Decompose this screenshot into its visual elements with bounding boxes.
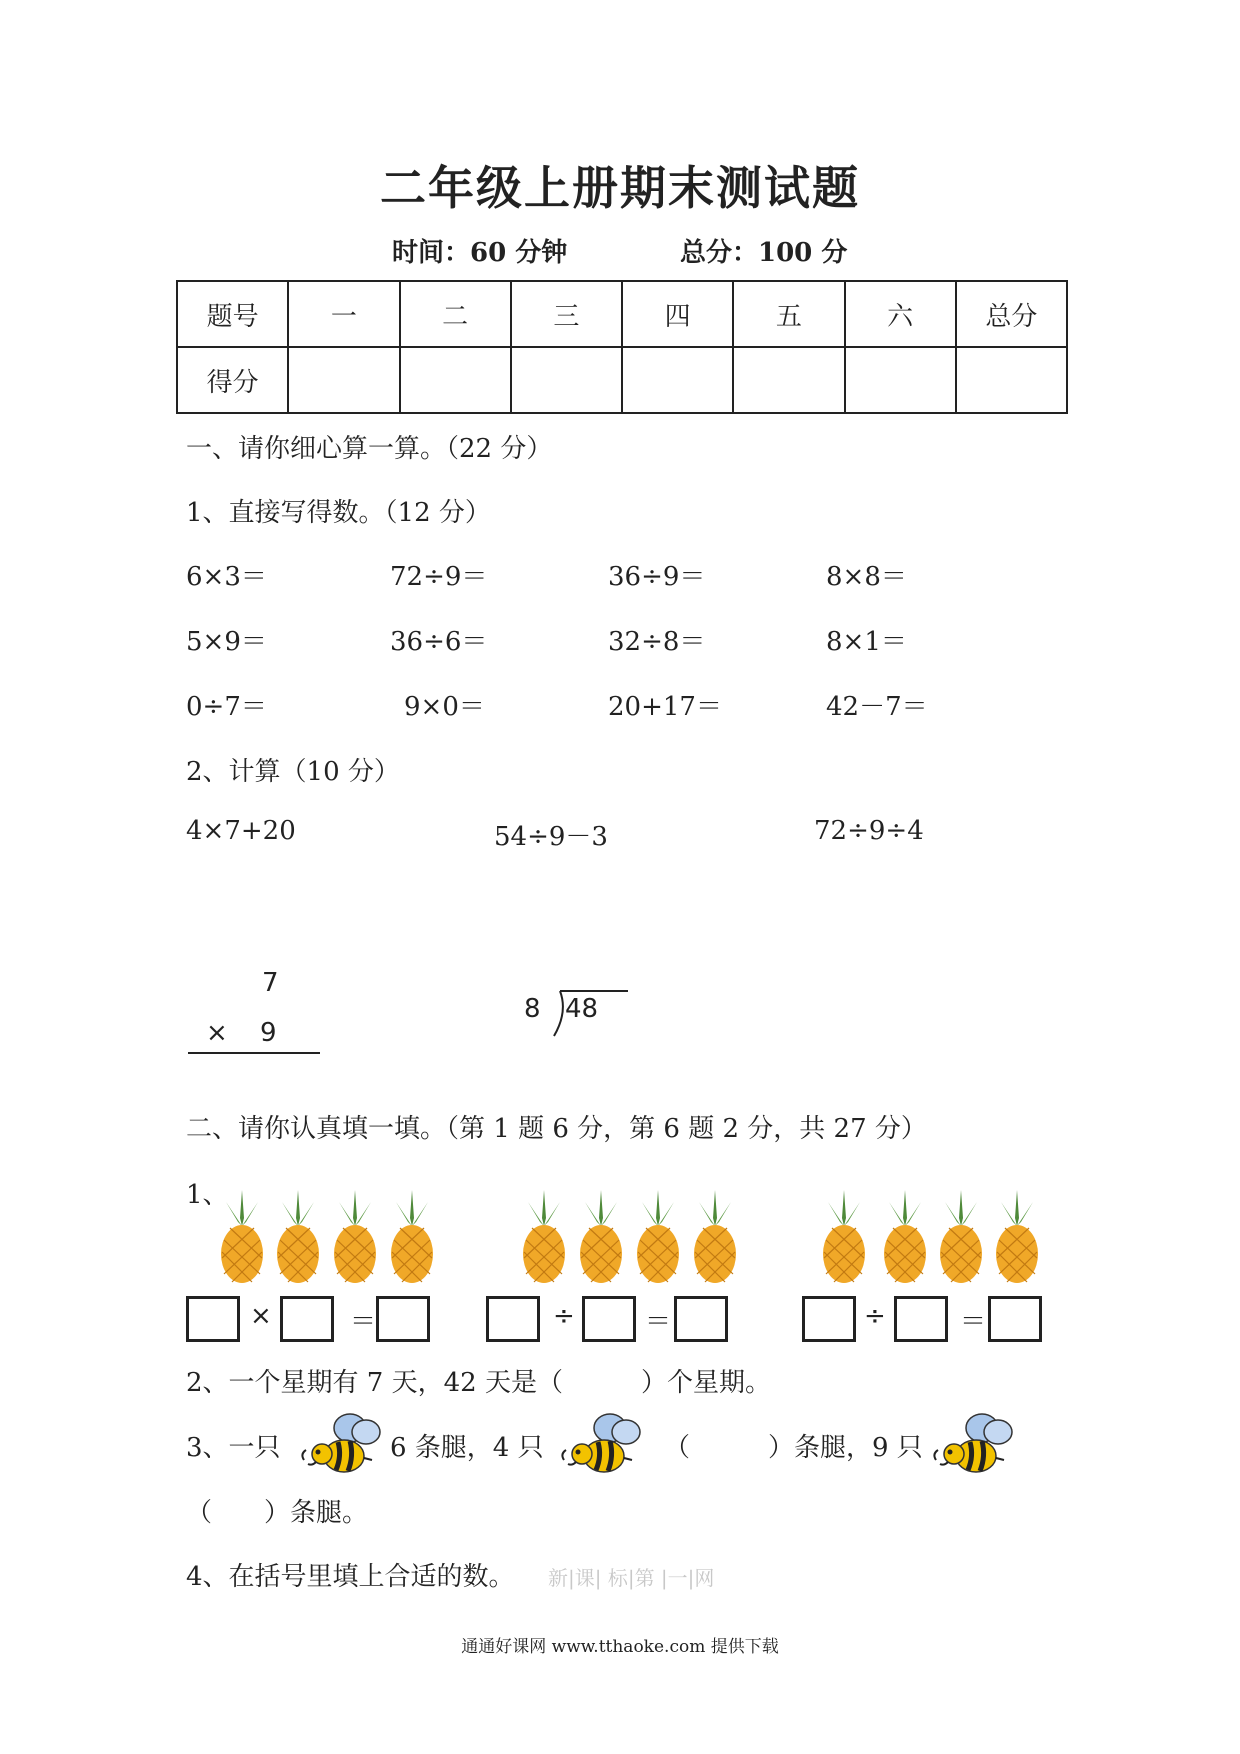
q1-heading: 1、直接写得数。（12 分） (186, 498, 491, 528)
operator: ＝ (350, 1307, 377, 1337)
pineapple-icon (573, 1188, 629, 1284)
score-cell: 三 (511, 281, 622, 347)
ld-dividend: 48 (565, 994, 599, 1024)
vm-bottom-digit: 9 (260, 1018, 277, 1048)
score-blank-cell[interactable] (288, 347, 399, 413)
bee-icon (558, 1410, 646, 1482)
pineapple-icon (687, 1188, 743, 1284)
answer-box[interactable] (486, 1296, 540, 1342)
oral-problem: 8×8＝ (826, 562, 907, 592)
answer-box[interactable] (280, 1296, 334, 1342)
oral-problem: 42－7＝ (826, 692, 928, 722)
page-title: 二年级上册期末测试题 (380, 161, 860, 215)
score-blank-cell[interactable] (511, 347, 622, 413)
section2-heading: 二、请你认真填一填。（第 1 题 6 分，第 6 题 2 分，共 27 分） (186, 1114, 927, 1144)
score-cell: 题号 (177, 281, 288, 347)
pineapple-icon (214, 1188, 270, 1284)
operator: ＝ (960, 1307, 987, 1337)
pineapple-icon (384, 1188, 440, 1284)
score-cell: 六 (845, 281, 956, 347)
operator: × (250, 1301, 272, 1331)
pineapple-icon (516, 1188, 572, 1284)
total-score: 总分：100 分 (680, 238, 848, 268)
section1-heading: 一、请你细心算一算。（22 分） (186, 434, 553, 464)
score-blank-cell[interactable] (733, 347, 844, 413)
score-cell: 四 (622, 281, 733, 347)
q2-text: 2、一个星期有 7 天，42 天是（ ）个星期。 (186, 1368, 771, 1398)
oral-problem: 8×1＝ (826, 627, 907, 657)
time-limit: 时间：60 分钟 (392, 238, 568, 268)
score-blank-cell[interactable] (845, 347, 956, 413)
score-cell: 二 (400, 281, 511, 347)
score-blank-cell[interactable] (400, 347, 511, 413)
score-cell: 总分 (956, 281, 1067, 347)
score-table-header-row (177, 281, 1067, 347)
pineapple-icon (816, 1188, 872, 1284)
oral-problem: 9×0＝ (404, 692, 485, 722)
calc-problem: 4×7+20 (186, 816, 296, 846)
bee-icon (930, 1410, 1018, 1482)
oral-problem: 32÷8＝ (608, 627, 706, 657)
q3-part: （ ）条腿，9 只 (664, 1433, 923, 1463)
operator: ÷ (553, 1301, 575, 1331)
q3-part: 3、一只 (186, 1433, 281, 1463)
pineapple-icon (877, 1188, 933, 1284)
pineapple-icon (989, 1188, 1045, 1284)
oral-problem: 5×9＝ (186, 627, 267, 657)
q2-heading: 2、计算（10 分） (186, 757, 400, 787)
bee-icon (298, 1410, 386, 1482)
oral-problem: 36÷6＝ (390, 627, 488, 657)
operator: ＝ (645, 1307, 672, 1337)
q4-text: 4、在括号里填上合适的数。 (186, 1562, 515, 1592)
ld-divisor: 8 (524, 994, 541, 1024)
pineapple-icon (270, 1188, 326, 1284)
q3-part: （ ）条腿。 (186, 1498, 369, 1528)
score-row-label: 得分 (177, 347, 288, 413)
score-cell: 五 (733, 281, 844, 347)
pineapple-icon (933, 1188, 989, 1284)
pineapple-icon (327, 1188, 383, 1284)
oral-problem: 72÷9＝ (390, 562, 488, 592)
score-table (176, 280, 1068, 414)
score-blank-cell[interactable] (956, 347, 1067, 413)
oral-problem: 6×3＝ (186, 562, 267, 592)
watermark: 新|课| 标|第 |一|网 (548, 1566, 715, 1590)
answer-box[interactable] (674, 1296, 728, 1342)
score-cell: 一 (288, 281, 399, 347)
vm-times-sign: × (206, 1018, 228, 1048)
answer-box[interactable] (582, 1296, 636, 1342)
score-blank-cell[interactable] (622, 347, 733, 413)
calc-problem: 54÷9－3 (494, 822, 608, 852)
oral-problem: 36÷9＝ (608, 562, 706, 592)
oral-problem: 20+17＝ (608, 692, 722, 722)
answer-box[interactable] (802, 1296, 856, 1342)
calc-problem: 72÷9÷4 (814, 816, 924, 846)
vm-top-digit: 7 (262, 968, 279, 998)
operator: ÷ (864, 1301, 886, 1331)
vm-underline (188, 1052, 320, 1054)
answer-box[interactable] (376, 1296, 430, 1342)
q3-part: 6 条腿，4 只 (390, 1433, 544, 1463)
oral-problem: 0÷7＝ (186, 692, 267, 722)
footer: 通通好课网 www.tthaoke.com 提供下载 (461, 1637, 779, 1657)
answer-box[interactable] (186, 1296, 240, 1342)
q1-label: 1、 (186, 1180, 229, 1210)
answer-box[interactable] (894, 1296, 948, 1342)
answer-box[interactable] (988, 1296, 1042, 1342)
score-table-score-row (177, 347, 1067, 413)
pineapple-icon (630, 1188, 686, 1284)
